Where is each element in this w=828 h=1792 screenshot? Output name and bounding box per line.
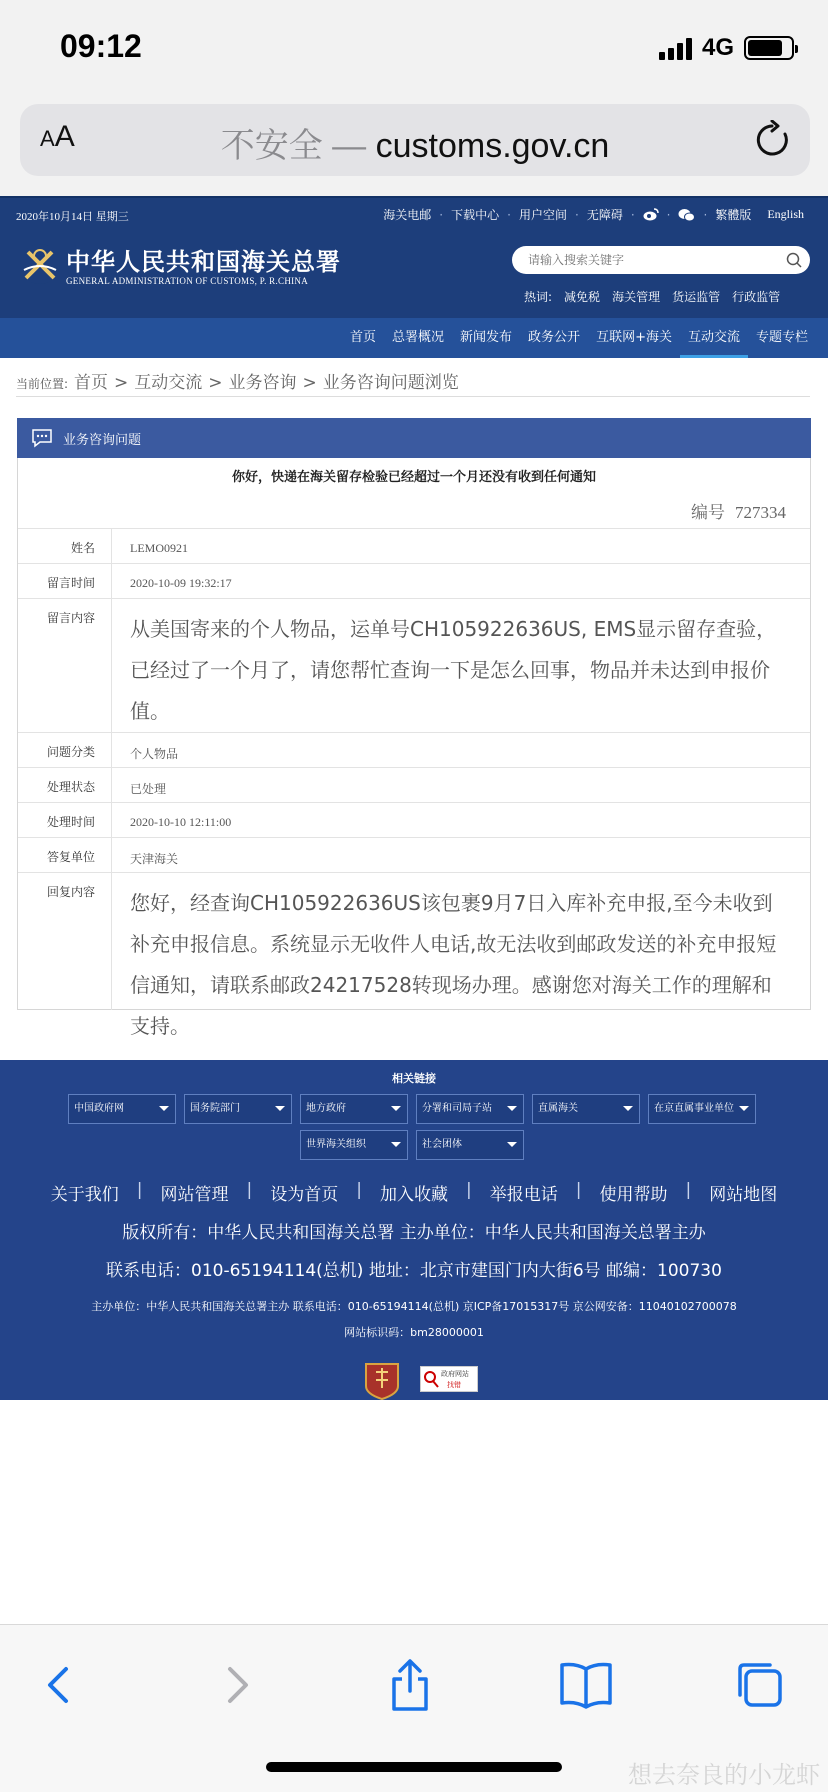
footer-link-about[interactable]: 关于我们 [50, 1185, 119, 1205]
header-date: 2020年10月14日 星期三 [16, 211, 129, 223]
back-icon[interactable] [30, 1655, 90, 1715]
select-state-council[interactable]: 国务院部门 [184, 1094, 292, 1124]
field-row-msg-time [18, 563, 810, 598]
nav-home[interactable]: 首页 [350, 330, 377, 345]
footer-link-manage[interactable]: 网站管理 [160, 1185, 229, 1205]
hot-word[interactable]: 货运监管 [672, 290, 721, 304]
footer-link-homepage[interactable]: 设为首页 [270, 1185, 339, 1205]
inquiry-panel [17, 418, 811, 1038]
battery-icon [744, 36, 794, 60]
chat-bubble-icon [31, 428, 53, 448]
breadcrumb-label: 当前位置: [16, 377, 69, 391]
number-label: 编号 [691, 503, 725, 523]
breadcrumb-interaction[interactable]: 互动交流 [134, 373, 203, 393]
select-gov[interactable]: 中国政府网 [68, 1094, 176, 1124]
chevron-down-icon [623, 1106, 633, 1111]
search-box [512, 246, 810, 274]
hot-word[interactable]: 减免税 [564, 290, 601, 304]
home-indicator[interactable] [266, 1762, 562, 1772]
question-number [691, 498, 786, 523]
question-title: 你好，快递在海关留存检验已经超过一个月还没有收到任何通知 [231, 470, 596, 485]
field-row-handle-time [18, 802, 810, 837]
search-icon[interactable] [786, 252, 802, 268]
footer-link-report[interactable]: 举报电话 [489, 1185, 558, 1205]
select-sub-sites[interactable]: 分署和司局子站 [416, 1094, 524, 1124]
nav-news[interactable]: 新闻发布 [460, 330, 513, 345]
select-institutions[interactable]: 在京直属事业单位 [648, 1094, 756, 1124]
weibo-icon[interactable] [643, 208, 659, 221]
link-english[interactable]: English [767, 207, 804, 221]
magnifier-icon [424, 1371, 439, 1388]
panel-title: 业务咨询问题 [63, 433, 142, 448]
field-row-content [18, 598, 810, 732]
field-value-reply-unit: 天津海关 [130, 852, 179, 866]
browser-toolbar [0, 1624, 828, 1792]
registration-info: 主办单位：中华人民共和国海关总署主办 联系电话：010-65194114(总机) 京ICP备17015317号 京公网安备：11040102700078 [91, 1300, 737, 1313]
bookmarks-icon[interactable] [556, 1655, 616, 1715]
field-label: 问题分类 [18, 733, 112, 767]
chevron-down-icon [507, 1142, 517, 1147]
badge-text-1: 政府网站 [441, 1370, 469, 1378]
nav-internet-customs[interactable]: 互联网+海关 [596, 330, 672, 345]
party-badge-icon[interactable] [364, 1360, 400, 1400]
site-footer [0, 1060, 828, 1400]
footer-link-favorite[interactable]: 加入收藏 [380, 1185, 448, 1205]
nav-special-topics[interactable]: 专题专栏 [755, 330, 808, 345]
field-value-category: 个人物品 [130, 747, 179, 761]
reload-icon[interactable] [752, 120, 792, 160]
field-label: 答复单位 [18, 838, 112, 872]
hot-word[interactable]: 行政监管 [732, 290, 781, 304]
footer-links: 关于我们 | 网站管理 | 设为首页 | 加入收藏 | 举报电话 | 使用帮助 | 网站地图 [50, 1180, 778, 1205]
field-row-reply-unit [18, 837, 810, 872]
header-top-links: 海关电邮 · 下载中心 · 用户空间 · 无障碍 · · · 繁體版 English [383, 207, 804, 222]
related-links-title: 相关链接 [392, 1072, 436, 1085]
field-label: 回复内容 [18, 873, 112, 1010]
select-local-gov[interactable]: 地方政府 [300, 1094, 408, 1124]
chevron-down-icon [391, 1142, 401, 1147]
field-value-name: LEMO0921 [130, 541, 188, 555]
chevron-down-icon [159, 1106, 169, 1111]
wechat-icon[interactable] [678, 208, 695, 222]
site-name-en: GENERAL ADMINISTRATION OF CUSTOMS, P. R.CHINA [66, 276, 309, 286]
field-value-status: 已处理 [130, 782, 167, 796]
network-type: 4G [701, 34, 734, 61]
select-direct-customs[interactable]: 直属海关 [532, 1094, 640, 1124]
search-input[interactable] [528, 246, 768, 274]
chevron-down-icon [391, 1106, 401, 1111]
select-social-groups[interactable]: 社会团体 [416, 1130, 524, 1160]
customs-emblem-icon[interactable] [18, 242, 62, 286]
link-download[interactable]: 下载中心 [451, 208, 500, 222]
link-user-space[interactable]: 用户空间 [518, 208, 567, 222]
field-row-reply [18, 872, 810, 1038]
field-label: 处理时间 [18, 803, 112, 837]
contact-info: 联系电话：010-65194114(总机) 地址：北京市建国门内大街6号 邮编：100730 [106, 1261, 722, 1281]
status-indicators [659, 34, 794, 62]
signal-icon [659, 36, 692, 60]
nav-public-affairs[interactable]: 政务公开 [528, 330, 581, 345]
site-id: 网站标识码：bm28000001 [344, 1326, 484, 1339]
insecure-label: 不安全 — [220, 127, 367, 165]
chevron-down-icon [275, 1106, 285, 1111]
main-nav [0, 318, 828, 358]
breadcrumb-consult[interactable]: 业务咨询 [228, 373, 297, 393]
field-label: 留言内容 [18, 599, 112, 732]
field-value-reply: 您好，经查询CH105922636US该包裹9月7日入库补充申报,至今未收到补充申报信息。系统显示无收件人电话,故无法收到邮政发送的补充申报短信通知，请联系邮政24217528转现场办理。感谢您对海关工作的理解和支持。 [130, 891, 777, 1038]
panel-header [17, 418, 811, 458]
nav-interaction[interactable]: 互动交流 [680, 318, 748, 358]
field-label: 姓名 [18, 529, 112, 563]
link-accessibility[interactable]: 无障碍 [586, 208, 623, 222]
field-label: 处理状态 [18, 768, 112, 802]
tabs-icon[interactable] [730, 1655, 790, 1715]
field-value-msg-time: 2020-10-09 19:32:17 [130, 576, 232, 590]
select-wco[interactable]: 世界海关组织 [300, 1130, 408, 1160]
nav-overview[interactable]: 总署概况 [392, 330, 445, 345]
share-icon[interactable] [380, 1655, 440, 1715]
browser-address-area [0, 100, 828, 196]
breadcrumb-current: 业务咨询问题浏览 [322, 373, 459, 393]
watermark: 想去奈良的小龙虾 [628, 1761, 820, 1789]
breadcrumb: 当前位置: 首页 > 互动交流 > 业务咨询 > 业务咨询问题浏览 [16, 368, 459, 393]
field-row-category [18, 732, 810, 767]
link-traditional[interactable]: 繁體版 [715, 208, 752, 222]
badge-text-2: 找错 [447, 1381, 461, 1389]
forward-icon[interactable] [206, 1655, 266, 1715]
footer-link-sitemap[interactable]: 网站地图 [709, 1185, 778, 1205]
address-bar[interactable] [20, 104, 810, 176]
site-name[interactable]: 中华人民共和国海关总署 [66, 247, 341, 276]
status-bar [0, 0, 828, 100]
hot-label: 热词: [524, 290, 553, 304]
link-email[interactable]: 海关电邮 [383, 208, 432, 222]
gov-site-error-badge[interactable] [420, 1366, 478, 1392]
status-time: 09:12 [60, 28, 142, 64]
field-label: 留言时间 [18, 564, 112, 598]
field-value-handle-time: 2020-10-10 12:11:00 [130, 815, 232, 829]
text-size-button[interactable]: AA [40, 120, 75, 153]
hot-words [524, 288, 780, 305]
number-value: 727334 [735, 503, 786, 522]
url-display[interactable] [20, 118, 810, 167]
breadcrumb-home[interactable]: 首页 [74, 373, 109, 393]
copyright: 版权所有：中华人民共和国海关总署 主办单位：中华人民共和国海关总署主办 [122, 1223, 706, 1243]
chevron-down-icon [739, 1106, 749, 1111]
field-row-name [18, 528, 810, 563]
hot-word[interactable]: 海关管理 [612, 290, 661, 304]
url-domain: customs.gov.cn [375, 127, 610, 165]
field-row-status [18, 767, 810, 802]
field-value-content: 从美国寄来的个人物品，运单号CH105922636US, EMS显示留存查验，已经过了一个月了，请您帮忙查询一下是怎么回事，物品并未达到申报价值。 [130, 617, 777, 723]
divider [16, 396, 810, 397]
chevron-down-icon [507, 1106, 517, 1111]
footer-link-help[interactable]: 使用帮助 [599, 1185, 668, 1205]
